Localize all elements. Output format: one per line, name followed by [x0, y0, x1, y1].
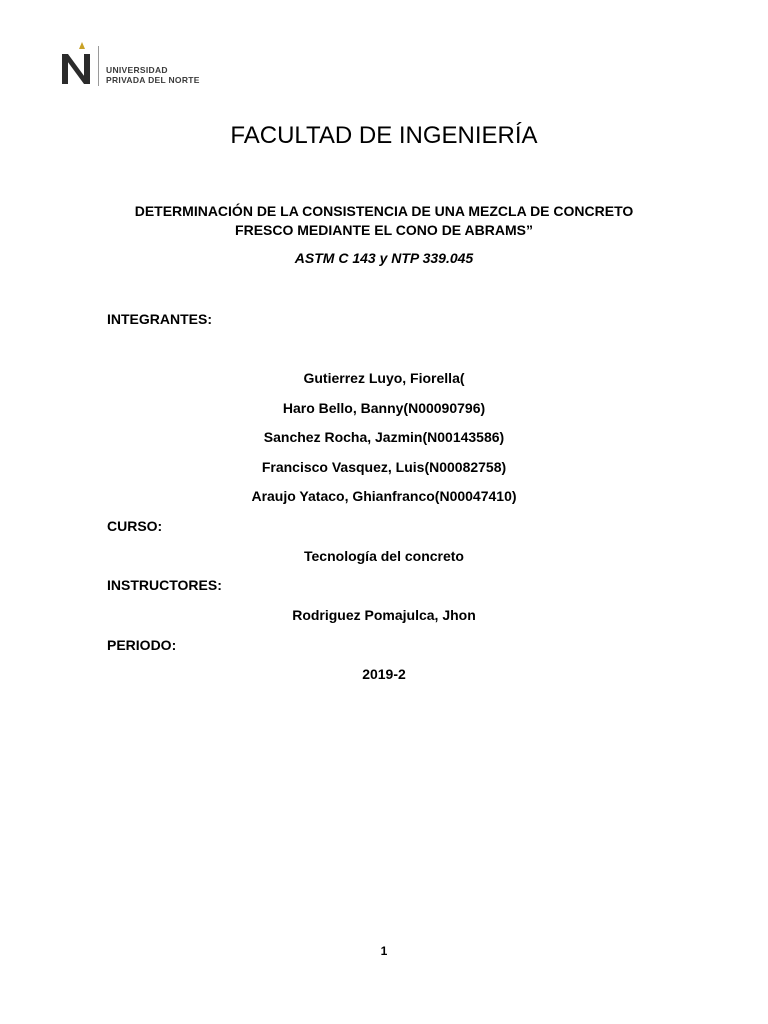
curso-value: Tecnología del concreto	[304, 548, 464, 564]
document-subtitle	[0, 202, 768, 240]
logo-line-2: PRIVADA DEL NORTE	[106, 74, 200, 85]
instructores-label: INSTRUCTORES:	[107, 577, 222, 593]
periodo-label: PERIODO:	[107, 637, 177, 653]
member-name: Gutierrez Luyo, Fiorella(	[303, 370, 465, 386]
logo-line-1: UNIVERSIDAD	[106, 65, 168, 75]
integrantes-label: INTEGRANTES:	[107, 311, 212, 327]
subtitle-line-1: DETERMINACIÓN DE LA CONSISTENCIA DE UNA MEZCLA DE CONCRETO	[134, 203, 634, 219]
member-name: Araujo Yataco, Ghianfranco(N00047410)	[251, 488, 517, 504]
member-name: Sanchez Rocha, Jazmin(N00143586)	[263, 429, 505, 445]
instructores-value: Rodriguez Pomajulca, Jhon	[292, 607, 476, 623]
page-number: 1	[380, 944, 388, 958]
periodo-value: 2019-2	[362, 666, 406, 682]
page-title: FACULTAD DE INGENIERÍA	[230, 122, 538, 149]
member-name: Francisco Vasquez, Luis(N00082758)	[261, 459, 507, 475]
standard-reference: ASTM C 143 y NTP 339.045	[294, 250, 474, 266]
logo-divider	[98, 46, 99, 86]
logo-text	[106, 66, 200, 85]
university-logo	[52, 36, 232, 92]
curso-label: CURSO:	[107, 518, 163, 534]
member-name: Haro Bello, Banny(N00090796)	[282, 400, 486, 416]
subtitle-line-2: FRESCO MEDIANTE EL CONO DE ABRAMS”	[235, 222, 533, 238]
logo-n-icon	[58, 40, 94, 88]
